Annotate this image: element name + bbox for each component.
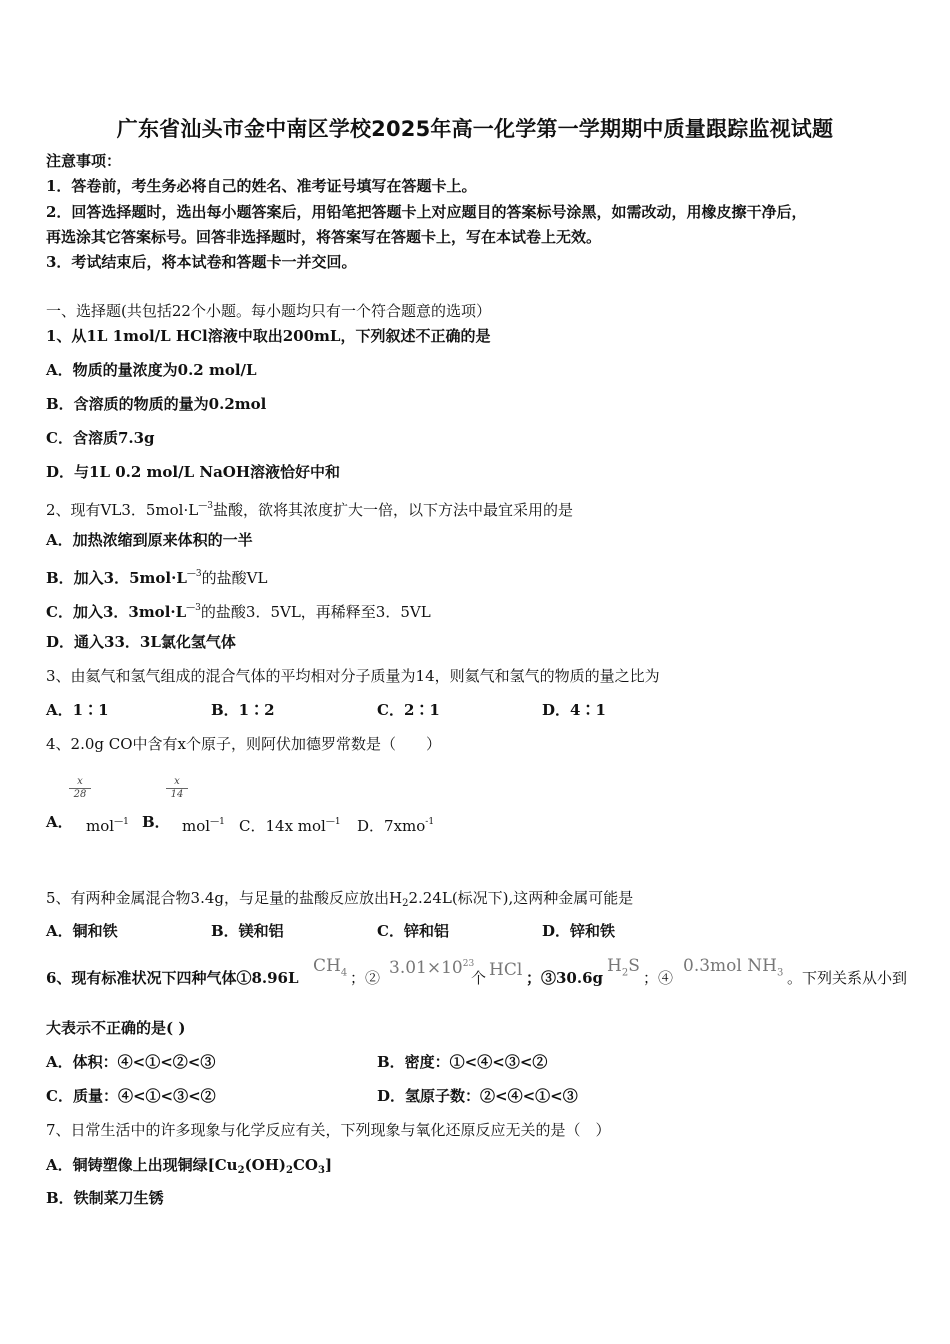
q5-stem-post: 2.24L(标况下),这两种金属可能是 xyxy=(408,889,634,907)
q2-c-pre: C．加入3．3mol·L xyxy=(46,603,187,621)
q3-option-c: C．2∶1 xyxy=(377,701,440,719)
q1-option-c: C．含溶质7.3g xyxy=(46,429,155,447)
q1-stem: 1、从1L 1mol/L HCl溶液中取出200mL，下列叙述不正确的是 xyxy=(46,327,491,345)
notice-item-2a: 2．回答选择题时，选出每小题答案后，用铅笔把答题卡上对应题目的答案标号涂黑，如需改动，用橡皮擦干净后， xyxy=(46,203,807,221)
q4-c-sup: —1 xyxy=(325,817,341,827)
q4-option-b-label: B． xyxy=(142,813,170,831)
q6-nh3 xyxy=(683,956,783,978)
q4-d-sup: -1 xyxy=(425,817,435,827)
q2-stem xyxy=(46,496,573,520)
q4-fraction-b xyxy=(166,776,188,801)
q7-a-mid: (OH) xyxy=(244,1156,286,1174)
q3-option-a: A．1∶1 xyxy=(46,701,109,719)
q6-sep-2-text: ；③30.6g xyxy=(526,969,604,987)
q6-nh3-sub: 3 xyxy=(776,967,784,979)
q6-hcl: HCl xyxy=(489,960,523,980)
q6-option-c: C．质量：④<①<③<② xyxy=(46,1087,216,1105)
q4-a-unit: mol xyxy=(86,817,115,835)
q2-option-a: A．加热浓缩到原来体积的一半 xyxy=(46,531,253,549)
q4-option-d xyxy=(357,812,434,836)
q4-frac-a-num: x xyxy=(69,776,91,789)
q6-stem-pre xyxy=(46,968,299,988)
q5-option-c: C．锌和铝 xyxy=(377,922,449,940)
notice-item-1: 1．答卷前，考生务必将自己的姓名、准考证号填写在答题卡上。 xyxy=(46,177,477,195)
q5-stem xyxy=(46,888,633,914)
notice-heading: 注意事项： xyxy=(46,152,122,170)
q6-option-d: D．氢原子数：②<④<①<③ xyxy=(377,1087,578,1105)
q2-option-d: D．通入33．3L氯化氢气体 xyxy=(46,633,236,651)
q4-option-a-label: A． xyxy=(46,813,73,831)
q6-sep-2 xyxy=(526,968,603,988)
q6-stem-post: 。下列关系从小到 xyxy=(787,969,908,987)
q6-h2s-s: S xyxy=(628,956,640,976)
q6-ge: 个 xyxy=(471,969,487,987)
page-title: 广东省汕头市金中南区学校2025年高一化学第一学期期中质量跟踪监视试题 xyxy=(116,117,834,141)
q2-option-c xyxy=(46,598,431,622)
q4-frac-b-den: 14 xyxy=(170,789,184,800)
q2-c-sup: —3 xyxy=(186,603,201,613)
q4-d-text: D．7xmo xyxy=(357,817,426,835)
q7-stem: 7、日常生活中的许多现象与化学反应有关，下列现象与氧化还原反应无关的是（ ） xyxy=(46,1121,611,1139)
q2-b-pre: B．加入3．5mol·L xyxy=(46,569,187,587)
q4-option-c xyxy=(239,812,341,836)
q4-c-text: C．14x mol xyxy=(239,817,326,835)
q6-stem-cont: 大表示不正确的是( ) xyxy=(46,1019,186,1037)
q4-b-unit: mol xyxy=(182,817,211,835)
q4-a-sup: —1 xyxy=(114,817,129,827)
q4-frac-b-num: x xyxy=(166,776,188,789)
q2-b-sup: —3 xyxy=(186,569,202,579)
q4-stem: 4、2.0g CO中含有x个原子，则阿伏加德罗常数是（ ） xyxy=(46,735,442,753)
q5-option-a: A．铜和铁 xyxy=(46,922,118,940)
q6-option-b: B．密度：①<④<③<② xyxy=(377,1053,548,1071)
q4-fraction-a xyxy=(69,776,91,801)
q7-a-sub-1: 2 xyxy=(237,1165,245,1176)
q3-option-d: D．4∶1 xyxy=(542,701,606,719)
q6-ch4-text: CH xyxy=(313,956,341,976)
q6-ch4-sub: 4 xyxy=(340,967,348,979)
q5-stem-pre: 5、有两种金属混合物3.4g，与足量的盐酸反应放出H xyxy=(46,889,403,907)
q3-stem: 3、由氦气和氢气组成的混合气体的平均相对分子质量为14，则氦气和氢气的物质的量之比为 xyxy=(46,667,660,685)
q5-option-d: D．锌和铁 xyxy=(542,922,616,940)
q7-a-end: ] xyxy=(324,1156,333,1174)
q2-stem-post: 盐酸，欲将其浓度扩大一倍，以下方法中最宜采用的是 xyxy=(212,501,573,519)
q6-stem-pre-text: 6、现有标准状况下四种气体①8.96L xyxy=(46,969,299,987)
q6-number-sup: 23 xyxy=(462,959,475,969)
q6-ch4 xyxy=(313,956,347,978)
q7-a-sub-2: 2 xyxy=(286,1165,293,1176)
q7-a-co: CO xyxy=(292,1156,318,1174)
q6-h2s-h: H xyxy=(607,956,622,976)
q6-sep-1: ；② xyxy=(350,969,381,987)
q4-frac-a-den: 28 xyxy=(73,789,87,800)
q1-option-a: A．物质的量浓度为0.2 mol/L xyxy=(46,361,257,379)
q6-sep-3: ；④ xyxy=(643,969,674,987)
notice-item-3: 3．考试结束后，将本试卷和答题卡一并交回。 xyxy=(46,253,357,271)
q4-option-a-unit xyxy=(86,812,129,836)
q6-number xyxy=(389,958,474,978)
q2-stem-pre: 2、现有VL3．5mol·L xyxy=(46,501,199,519)
section-heading: 一、选择题(共包括22个小题。每小题均只有一个符合题意的选项） xyxy=(46,302,491,320)
q6-h2s xyxy=(607,956,640,978)
q4-option-b-unit xyxy=(182,812,225,836)
q6-number-text: 3.01×10 xyxy=(389,958,463,978)
q7-a-sub-3: 3 xyxy=(317,1165,325,1176)
q6-option-a: A．体积：④<①<②<③ xyxy=(46,1053,216,1071)
q5-option-b: B．镁和铝 xyxy=(211,922,284,940)
q4-b-sup: —1 xyxy=(210,817,225,827)
q7-a-pre: A．铜铸塑像上出现铜绿[Cu xyxy=(46,1156,238,1174)
q2-stem-sup: —3 xyxy=(198,501,213,511)
q1-option-b: B．含溶质的物质的量为0.2mol xyxy=(46,395,267,413)
q2-b-post: 的盐酸VL xyxy=(201,569,268,587)
q2-option-b xyxy=(46,564,267,588)
q7-option-b: B．铁制菜刀生锈 xyxy=(46,1189,164,1207)
notice-item-2b: 再选涂其它答案标号。回答非选择题时，将答案写在答题卡上，写在本试卷上无效。 xyxy=(46,228,602,246)
q6-h2s-sub: 2 xyxy=(621,967,629,979)
q2-c-post: 的盐酸3．5VL，再稀释至3．5VL xyxy=(200,603,431,621)
q5-stem-sub: 2 xyxy=(402,898,409,909)
q6-nh3-text: 0.3mol NH xyxy=(683,956,777,976)
q7-option-a xyxy=(46,1155,332,1181)
q3-option-b: B．1∶2 xyxy=(211,701,275,719)
q1-option-d: D．与1L 0.2 mol/L NaOH溶液恰好中和 xyxy=(46,463,341,481)
